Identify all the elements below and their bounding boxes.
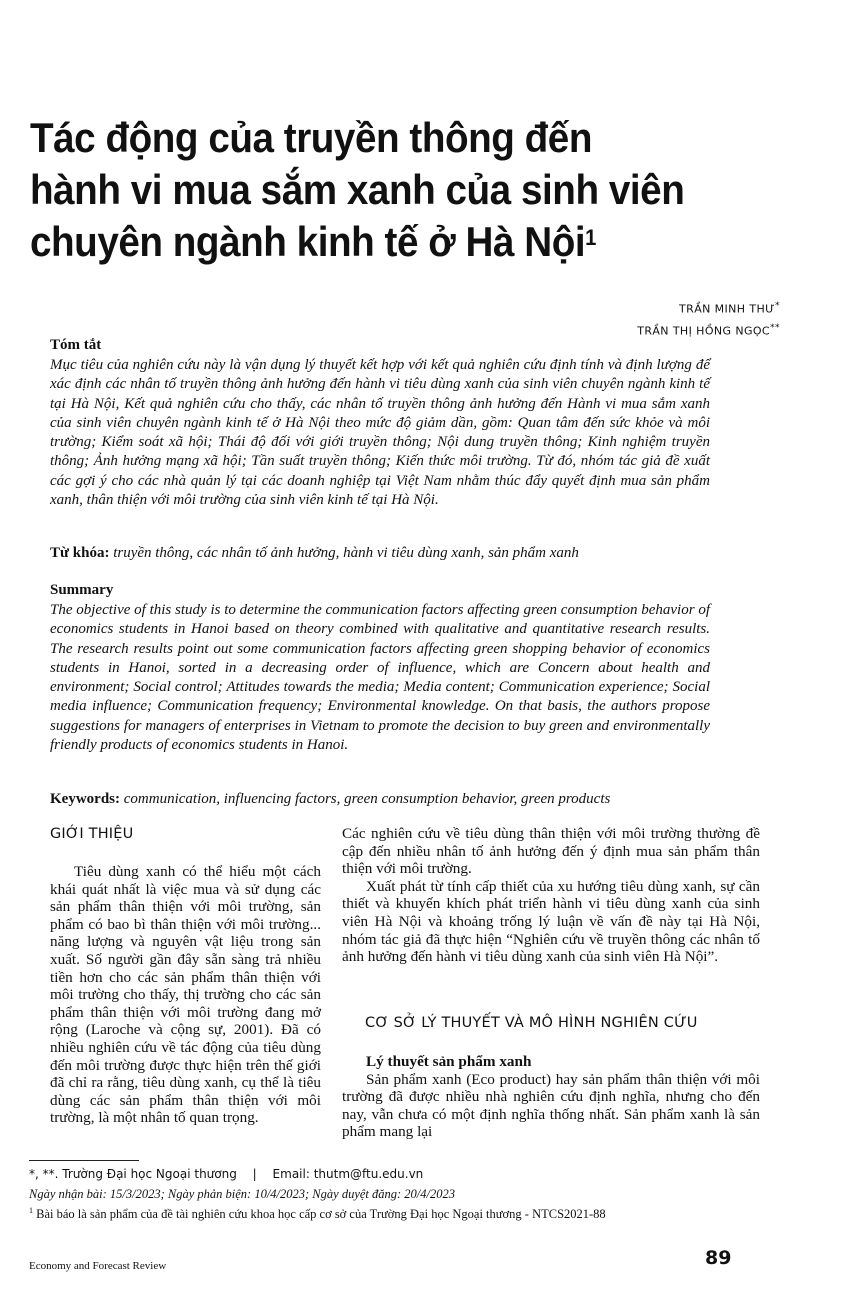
journal-name: Economy and Forecast Review [29,1260,167,1272]
summary-body: The objective of this study is to determine the communication factors affecting green consumption behavior of economics students in Hanoi based on theory combined with qualitative and quantitative research results. The research results point out some communication factors affecting green shopping behavior of economics students in Hanoi, sorted in a decreasing order of influence, which are Concern about health and environment; Social control; Attitudes towards the media; Media content; Communication experience; Social media influence; Communication frequency; Environmental knowledge. On that basis, the authors propose suggestions for managers of enterprises in Vietnam to promote the decision to buy green and environmentally friendly products of economics students in Hanoi. [50,602,710,754]
keywords-en-label: Keywords: [50,791,120,807]
intro-paragraph-1: Tiêu dùng xanh có thể hiểu một cách khái quát nhất là việc mua và sử dụng các sản phẩm thân thiện với môi trường, sản phẩm có bao bì thân thiện với môi trường... năng lượng và nguyên vật liệu trong sản xuất. Số người gần đây sẵn sàng trả nhiều tiền hơn cho các sản phẩm thân thiện với môi trường cho thấy, thị trường cho các sản phẩm thân thiện với môi trường đang mở rộng (Laroche và cộng sự, 2001). Đã có nhiều nghiên cứu về tác động của tiêu dùng đến môi trường được thực hiện trên thế giới đã chỉ ra rằng, tiêu dùng xanh, cụ thể là tiêu dùng các sản phẩm thân thiện với môi trường, là một nhân tố quan trọng. [50,863,321,1127]
keywords-vi-label: Từ khóa: [50,545,110,561]
keywords-en-text: communication, influencing factors, green consumption behavior, green products [123,791,611,807]
subsection-heading-green-product: Lý thuyết sản phẩm xanh [366,1053,532,1070]
summary-heading: Summary [50,582,114,598]
keywords-en [50,791,610,808]
title-footnote-mark: 1 [585,225,596,250]
author-list [637,297,780,340]
body-column-right-top [342,825,760,966]
footnote-funding: $^1$ Bài báo là sản phẩm của đề tài nghiên cứu khoa học cấp cơ sở của Trường Đại học Ngoại thương - NTCS2021-88 [29,1206,606,1222]
intro-paragraph-1-continued: Các nghiên cứu về tiêu dùng thân thiện với môi trường thường đề cập đến nhiều nhân tố ảnh hưởng đến ý định mua sản phẩm thân thiện với môi trường. [342,825,760,878]
intro-paragraph-2: Xuất phát từ tính cấp thiết của xu hướng tiêu dùng xanh, sự cần thiết và khuyến khích phát triển hành vi tiêu dùng xanh của sinh viên Hà Nội và khoảng trống lý luận về vấn đề này tại Hà Nội, nhóm tác giả đã thực hiện “Nghiên cứu về truyền thông các nhân tố ảnh hưởng đến hành vi tiêu dùng xanh của sinh viên Hà Nội”. [342,877,760,966]
keywords-vi [50,545,579,562]
body-column-left [50,863,321,1127]
keywords-vi-text: truyền thông, các nhân tố ảnh hưởng, hành vi tiêu dùng xanh, sản phẩm xanh [113,545,579,561]
title-line-1: Tác động của truyền thông đến [30,114,592,161]
footnote-divider [29,1160,139,1161]
abstract-vi-heading: Tóm tắt [50,337,102,353]
section-heading-theory: CƠ SỞ LÝ THUYẾT VÀ MÔ HÌNH NGHIÊN CỨU [365,1015,698,1031]
body-column-right-bottom [342,1053,760,1141]
title-line-2: hành vi mua sắm xanh của sinh viên [30,166,685,213]
page-number: 89 [705,1247,732,1269]
author-email: Email: thutm@ftu.edu.vn [272,1167,424,1181]
footnote-dates: Ngày nhận bài: 15/3/2023; Ngày phản biện: 10/4/2023; Ngày duyệt đăng: 20/4/2023 [29,1187,455,1201]
title-line-3: chuyên ngành kinh tế ở Hà Nội$^1$ [30,218,596,265]
abstract-vi-body: Mục tiêu của nghiên cứu này là vận dụng lý thuyết kết hợp với kết quả nghiên cứu định tính và định lượng để xác định các nhân tố truyền thông ảnh hưởng đến hành vi tiêu dùng xanh của sinh viên chuyên ngành kinh tế tại Hà Nội, Kết quả nghiên cứu cho thấy, các nhân tố truyền thông ảnh hưởng đến Hành vi mua sắm xanh của sinh viên chuyên ngành kinh tế ở Hà Nội theo mức độ giảm dần, gồm: Quan tâm đến sức khỏe và môi trường; Kiểm soát xã hội; Thái độ đối với giới truyền thông; Nội dung truyền thông; Kinh nghiệm truyền thông; Ảnh hưởng mạng xã hội; Tần suất truyền thông; Kiến thức môi trường. Từ đó, nhóm tác giả đề xuất các gợi ý cho các nhà quản lý tại các doanh nghiệp tại Việt Nam nhằm thúc đẩy quyết định mua sản phẩm xanh, thân thiện với môi trường của sinh viên kinh tế tại Hà Nội. [50,357,710,509]
theory-paragraph-1: Sản phẩm xanh (Eco product) hay sản phẩm thân thiện với môi trường đã được nhiều nhà nghiên cứu định nghĩa, nhưng cho đến nay, vẫn chưa có một định nghĩa thống nhất. Sản phẩm xanh là sản phẩm mang lại [342,1070,760,1141]
author-2: TRẦN THỊ HỒNG NGỌC** [637,321,780,338]
author-1: TRẦN MINH THƯ* [679,300,780,316]
section-heading-intro: GIỚI THIỆU [50,826,134,842]
footnote-affiliation: *, **. Trường Đại học Ngoại thương | Email: thutm@ftu.edu.vn [29,1167,424,1181]
article-title [30,112,766,268]
